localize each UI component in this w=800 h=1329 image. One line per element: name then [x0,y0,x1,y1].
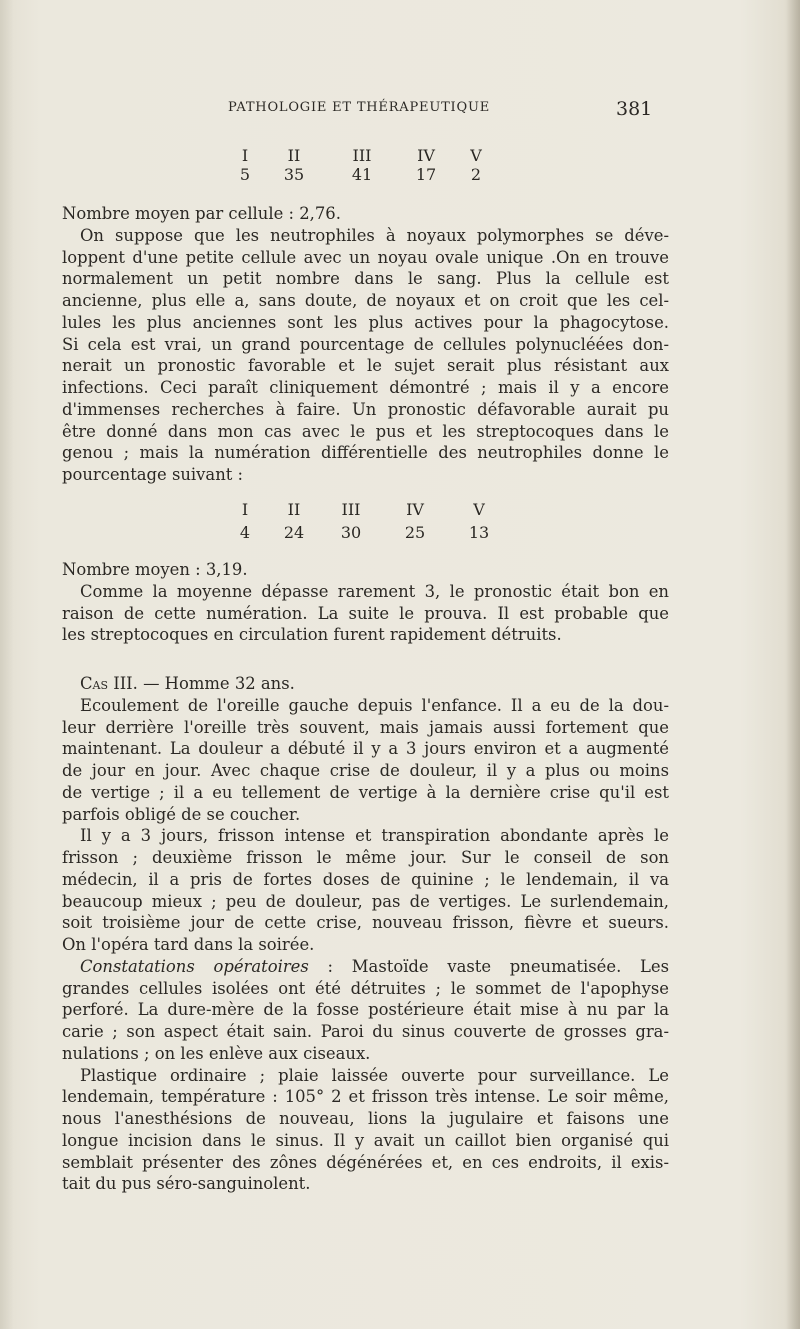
case-label: Cas III. [80,674,138,693]
table-value-cell: 4 [239,523,251,542]
text-line: nulations ; on les enlève aux ciseaux. [62,1043,371,1063]
text-line: nerait un pronostic favorable et le sujet serait plus résistant aux [62,356,669,376]
text-line: Il y a 3 jours, frisson intense et transpiration abondante après le [80,826,669,846]
text-line: les streptocoques en circulation furent rapidement détruits. [62,625,562,645]
text-line: beaucoup mieux ; peu de douleur, pas de vertiges. Le surlendemain, [62,891,669,911]
text-line: carie ; son aspect était sain. Paroi du sinus couverte de grosses gra- [62,1022,669,1041]
case-title: — Homme 32 ans. [137,674,295,693]
nucleus-count-table-1 [0,146,800,196]
case-three-section [62,673,669,1195]
text-line: de jour en jour. Avec chaque crise de douleur, il y a plus ou moins [62,761,669,780]
table-header-cell: V [470,146,482,165]
text-line: raison de cette numération. La suite le prouva. Il est probable que [62,603,669,623]
text-line: normalement un petit nombre dans le sang. Plus la cellule est [62,269,669,289]
text-line: pourcentage suivant : [62,465,244,484]
page-edge-shadow [786,0,800,1329]
table-value-cell: 13 [468,523,490,542]
text-line: semblait présenter des zônes dégénérées et, en ces endroits, il exis- [62,1152,669,1172]
table-value-cell: 24 [283,523,305,542]
text-line: Nombre moyen : 3,19. [62,560,248,579]
text-line: soit troisième jour de cette crise, nouveau frisson, fièvre et sueurs. [62,913,669,933]
text-line: On l'opéra tard dans la soirée. [62,935,315,954]
text-line: genou ; mais la numération différentielle des neutrophiles donne le [62,443,669,463]
table-header-cell: III [352,146,372,165]
text-line: Ecoulement de l'oreille gauche depuis l'enfance. Il a eu de la dou- [80,695,669,715]
text-line: d'immenses recherches à faire. Un pronostic défavorable aurait pu [62,399,669,419]
table-header-cell: I [241,146,249,165]
table-header-cell: II [287,500,301,519]
text-line: On suppose que les neutrophiles à noyaux polymorphes se déve- [80,225,669,245]
table-value-cell: 2 [470,165,482,184]
constatations-label: Constatations opératoires [80,956,309,976]
text-line: lendemain, température : 105° 2 et frisson très intense. Le soir même, [62,1087,669,1107]
text-line: longue incision dans le sinus. Il y avait un caillot bien organisé qui [62,1130,669,1150]
text-line: Si cela est vrai, un grand pourcentage de cellules polynucléées don- [62,334,669,354]
table-header-cell: IV [406,500,424,519]
text-line: loppent d'une petite cellule avec un noyau ovale unique .On en trouve [62,247,669,267]
table-header-cell: IV [417,146,435,165]
text-line: Comme la moyenne dépasse rarement 3, le pronostic était bon en [80,581,669,601]
table-value-cell: 35 [283,165,305,184]
text-line: médecin, il a pris de fortes doses de quinine ; le lendemain, il va [62,869,669,889]
text-line: lules les plus anciennes sont les plus actives pour la phagocytose. [62,312,669,332]
constatations-text: : Mastoïde vaste pneumatisée. Les [308,956,669,976]
table-value-cell: 30 [340,523,362,542]
table-header-cell: I [241,500,249,519]
table-value-cell: 17 [415,165,437,184]
text-line: Plastique ordinaire ; plaie laissée ouverte pour surveillance. Le [80,1065,669,1085]
text-line: leur derrière l'oreille très souvent, mais jamais aussi fortement que [62,717,669,737]
text-line: être donné dans mon cas avec le pus et les streptocoques dans le [62,421,669,441]
table-value-cell: 41 [351,165,373,184]
page-number: 381 [616,98,653,120]
text-line: de vertige ; il a eu tellement de vertige à la dernière crise qu'il est [62,782,669,802]
table-header-cell: II [287,146,301,165]
table-header-cell: III [341,500,361,519]
text-line: ancienne, plus elle a, sans doute, de noyaux et on croit que les cel- [62,291,669,310]
text-line: Nombre moyen par cellule : 2,76. [62,204,341,223]
paragraph-block-2 [62,559,669,646]
text-line: grandes cellules isolées ont été détruites ; le sommet de l'apophyse [62,978,669,998]
case-heading [62,673,669,695]
nucleus-count-table-2 [0,500,800,550]
text-line: frisson ; deuxième frisson le même jour. Sur le conseil de son [62,848,669,867]
table-value-cell: 5 [239,165,251,184]
table-header-cell: V [473,500,485,519]
text-line: perforé. La dure-mère de la fosse postérieure était mise à nu par la [62,1000,669,1020]
table-value-cell: 25 [404,523,426,542]
text-line: parfois obligé de se coucher. [62,804,301,824]
text-line: nous l'anesthésions de nouveau, lions la jugulaire et faisons une [62,1109,669,1128]
running-title: PATHOLOGIE ET THÉRAPEUTIQUE [228,100,490,115]
text-line: tait du pus séro-sanguinolent. [62,1174,311,1194]
text-line-constatations [62,956,669,978]
paragraph-block-1 [62,203,669,486]
text-line: maintenant. La douleur a débuté il y a 3 jours environ et a augmenté [62,739,669,759]
text-line: infections. Ceci paraît cliniquement démontré ; mais il y a encore [62,378,669,397]
